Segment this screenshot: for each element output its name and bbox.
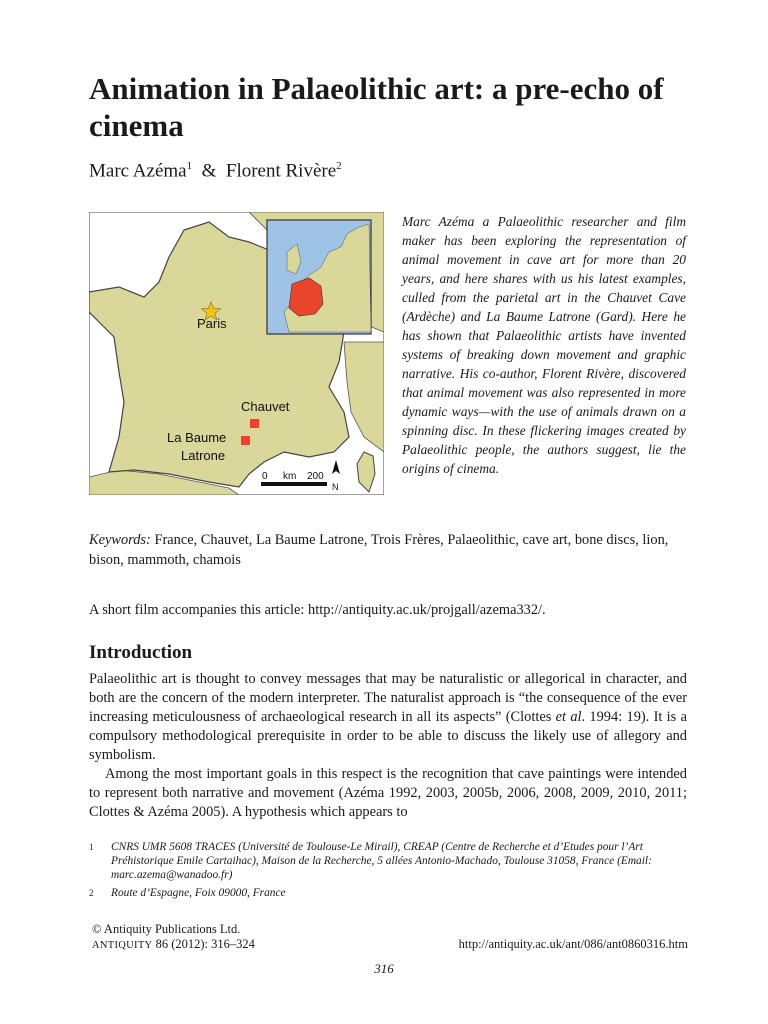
inset-france-highlight [289, 278, 323, 316]
footnote [89, 840, 687, 882]
scale-label-max: 200 [307, 471, 324, 482]
copyright: © Antiquity Publications Ltd. [92, 922, 241, 936]
paragraph-text: Palaeolithic art is thought to convey messages that may be naturalistic or allegorical in character, and both are the concern of the modern interpreter. The naturalist approach is “the consequence of the ever increasing meticulousness of archaeological research in all its aspects” (Clottes [89, 671, 687, 725]
page-number: 316 [374, 961, 394, 976]
abstract: Marc Azéma a Palaeolithic researcher and film maker has been exploring the representation of animal movement in cave art for more than 20 years, and here shares with us his latest examples, culled from the parietal art in the Chauvet Cave (Ardèche) and La Baume Latrone (Gard). Here he has shown that Palaeolithic artists have invented systems of breaking down movement and graphic narrative. His co-author, Florent Rivère, discovered that animal movement was also represented in more dynamic ways—with the use of animals drawn on a spinning disc. In these flickering images created by Palaeolithic people, the authors suggest, lie the origins of cinema. [402, 214, 686, 476]
paragraph: Among the most important goals in this respect is the recognition that cave paintings were intended to represent both narrative and movement (Azéma 1992, 2003, 2005b, 2006, 2008, 2009, 2010, 2011; Clottes & Azéma 2005). A hypothesis which appears to [89, 766, 687, 820]
article-title: Animation in Palaeolithic art: a pre-echo of cinema [89, 71, 664, 143]
author-line [89, 160, 342, 182]
map-label-chauvet: Chauvet [241, 399, 290, 414]
scale-label-zero: 0 [262, 471, 268, 482]
section-heading-introduction: Introduction [89, 642, 193, 663]
map-label-latrone: Latrone [181, 448, 226, 463]
paragraph [89, 670, 687, 765]
map-label-paris: Paris [197, 316, 227, 331]
author-name: Marc Azéma [89, 160, 187, 182]
footnote-number: 2 [89, 888, 94, 898]
footnote-text: Route d’Espagne, Foix 09000, France [111, 887, 286, 899]
citation-et-al: et al [555, 709, 582, 725]
author-name: Florent Rivère [225, 160, 337, 182]
scale-label-unit: km [283, 471, 297, 482]
journal-volume-pages: 86 (2012): 316–324 [155, 937, 255, 951]
chauvet-site-marker [250, 419, 259, 428]
footnotes [89, 840, 687, 904]
introduction-body [89, 670, 687, 822]
author-affiliation-mark: 2 [336, 160, 342, 172]
keywords-label: Keywords: [89, 532, 151, 548]
keywords [89, 530, 687, 570]
scale-bar [261, 482, 327, 486]
author-affiliation-mark: 1 [186, 160, 193, 172]
journal-name: ANTIQUITY [92, 940, 153, 951]
film-note: A short film accompanies this article: http://antiquity.ac.uk/projgall/azema332/. [89, 602, 546, 618]
footnote [89, 886, 687, 900]
location-map [89, 212, 384, 495]
journal-citation [92, 937, 255, 952]
footnote-text: CNRS UMR 5608 TRACES (Université de Toulouse-Le Mirail), CREAP (Centre de Recherche et d’Etudes pour l’Art Préhistorique Emile Cartaihac), Maison de la Recherche, 5 allées Antonio-Machado, Toulouse 31058, France (Email: marc.azema@wanadoo.fr) [111, 841, 652, 881]
north-label: N [332, 482, 339, 492]
keywords-list: France, Chauvet, La Baume Latrone, Trois Frères, Palaeolithic, cave art, bone discs, lion, bison, mammoth, chamois [89, 532, 669, 568]
paragraph-text: . 1994: 19). It is a compulsory methodological prerequisite in order to be able to discuss the likely use of allegory and symbolism. [89, 709, 687, 763]
footnote-number: 1 [89, 842, 94, 852]
author-separator: & [201, 160, 217, 182]
map-label-la-baume: La Baume [167, 430, 227, 445]
la-baume-latrone-site-marker [241, 436, 250, 445]
article-url: http://antiquity.ac.uk/ant/086/ant0860316.htm [458, 937, 688, 951]
